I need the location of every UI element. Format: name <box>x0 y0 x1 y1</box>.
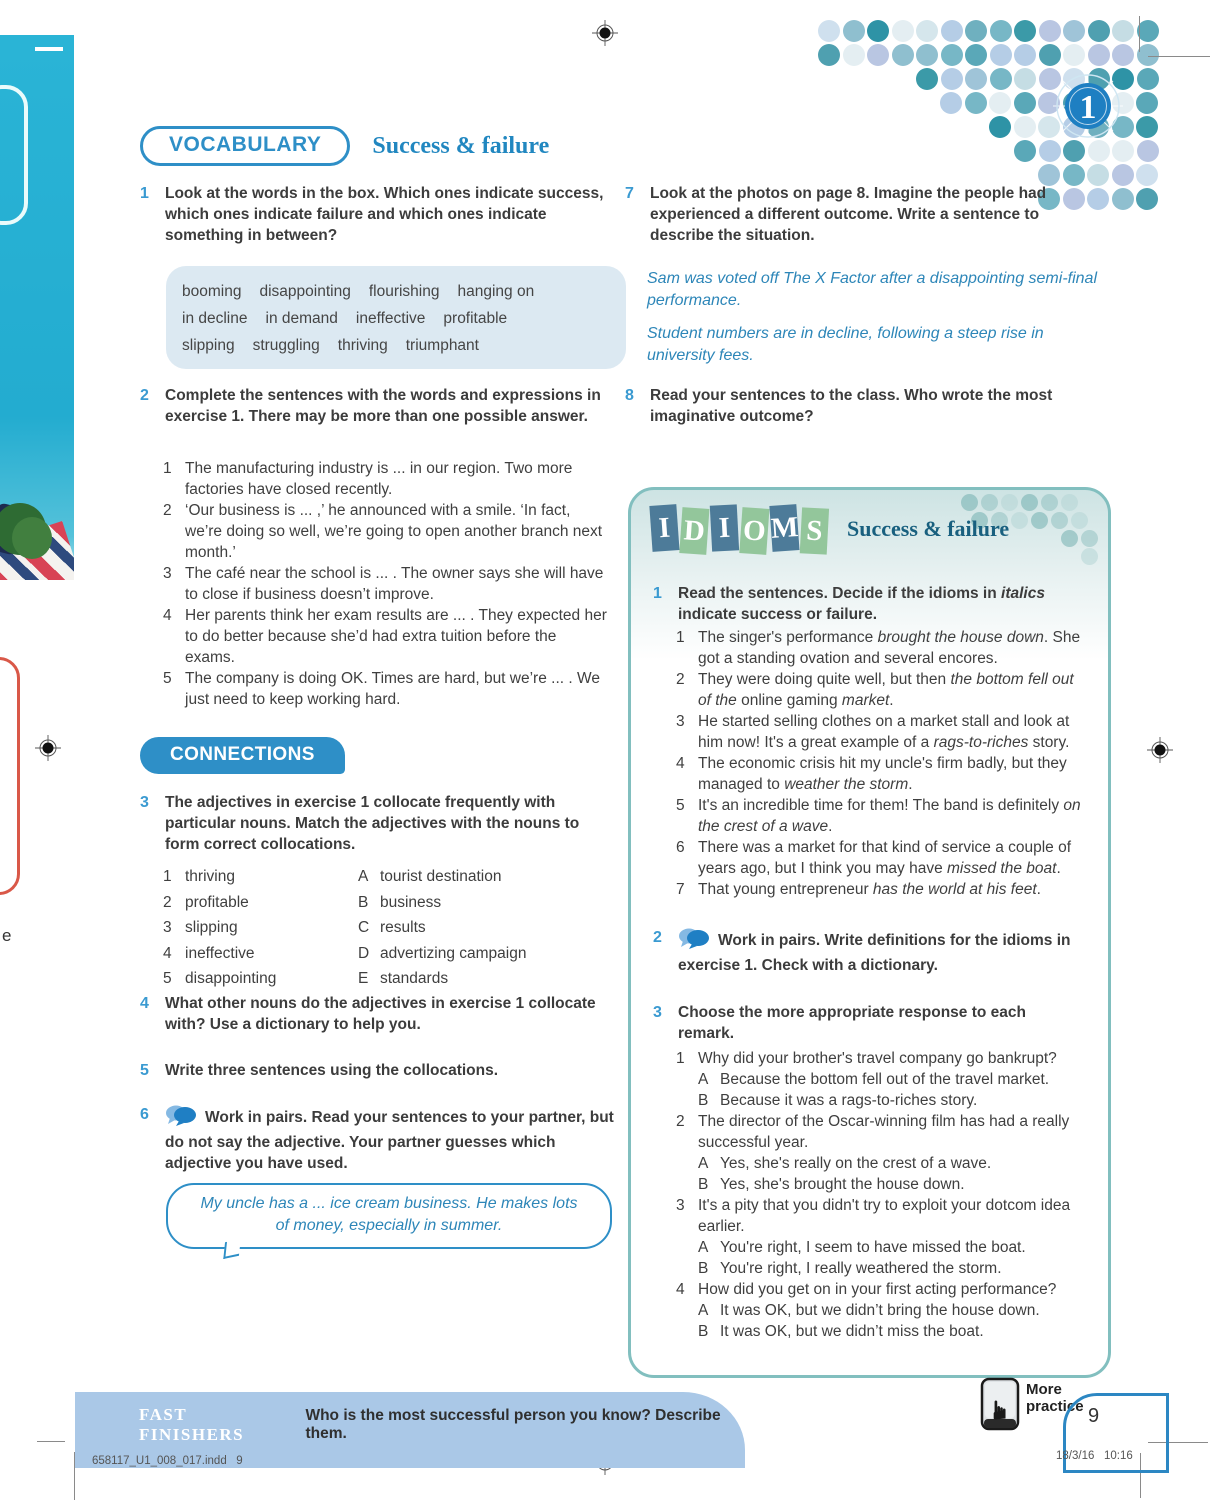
list-item: 2 They were doing quite well, but then the bottom fell out of the online gaming market. <box>676 671 1074 709</box>
idioms-exercise-3-items <box>676 1048 1090 1342</box>
list-item: 7 That young entrepreneur has the world at his feet. <box>676 881 1041 898</box>
exercise-2 <box>140 385 610 427</box>
example-sentence: Sam was voted off The X Factor after a disappointing semi-final performance. <box>647 270 1097 309</box>
exercise-heading: What other nouns do the adjectives in exercise 1 collocate with? Use a dictionary to help you. <box>165 995 596 1033</box>
pairwork-speech-icon <box>165 1104 197 1132</box>
example-sentence: My uncle has a ... ice cream business. He makes lots of money, especially in summer. <box>200 1195 578 1234</box>
idioms-title: Success & failure <box>847 516 1010 541</box>
list-item: 2 ‘Our business is ... ,’ he announced with a smile. ‘In fact, we’re doing so well, we’re going to open another branch next month.’ <box>163 502 603 561</box>
exercise-heading: Write three sentences using the collocations. <box>165 1062 499 1079</box>
list-item: 5 disappointing <box>163 970 277 987</box>
unit-number: 1 <box>1079 89 1097 126</box>
facing-page-text-fragment: e <box>2 926 12 945</box>
exercise-heading: Read the sentences. Decide if the idioms in italics indicate success or failure. <box>678 585 1045 623</box>
exercise-number: 3 <box>653 1004 662 1021</box>
vocabulary-word-box <box>166 266 626 369</box>
qa-option: B Yes, she's brought the house down. <box>698 1176 965 1193</box>
box-word: in decline <box>182 310 248 327</box>
exercise-7 <box>625 183 1085 246</box>
example-sentence: Student numbers are in decline, following a steep rise in university fees. <box>647 325 1044 364</box>
idioms-exercise-3 <box>653 1002 1086 1044</box>
exercise-number: 1 <box>653 585 662 602</box>
list-item: E standards <box>358 970 449 987</box>
registration-mark <box>1147 737 1173 763</box>
crop-mark <box>37 1441 65 1442</box>
box-word: profitable <box>443 310 508 327</box>
exercise-heading: Complete the sentences with the words and expressions in exercise 1. There may be more than one possible answer. <box>165 387 601 425</box>
registration-mark <box>592 20 618 46</box>
box-word: triumphant <box>405 337 479 354</box>
section-header <box>140 126 549 166</box>
exercise-number: 3 <box>140 794 149 811</box>
matching-exercise <box>163 864 610 992</box>
exercise-number: 5 <box>140 1062 149 1079</box>
registration-mark <box>35 735 61 761</box>
page-number: 9 <box>1088 1405 1100 1427</box>
exercise-4 <box>140 993 610 1035</box>
exercise-3 <box>140 792 612 855</box>
exercise-heading: Choose the more appropriate response to each remark. <box>678 1004 1026 1042</box>
idioms-tile-letter: S <box>800 507 829 554</box>
list-item: 5 The company is doing OK. Times are hard, but we’re ... . We just need to keep working hard. <box>163 670 600 708</box>
example-sentences <box>647 268 1102 378</box>
exercise-heading: Work in pairs. Read your sentences to your partner, but do not say the adjective. Your partner guesses which adjective you have used. <box>165 1104 615 1174</box>
print-filename: 658117_U1_008_017.indd 9 <box>92 1455 243 1467</box>
qa-option: A Yes, she's really on the crest of a wave. <box>698 1155 992 1172</box>
photo-frame-corner <box>0 85 28 225</box>
page-title: Success & failure <box>372 132 550 159</box>
exercise-number: 7 <box>625 185 634 202</box>
print-timestamp: 18/3/16 10:16 <box>1056 1450 1133 1462</box>
idioms-tile-letter: I <box>649 504 679 552</box>
noun-list <box>358 864 610 992</box>
box-word: thriving <box>337 337 388 354</box>
crop-dash <box>35 47 63 51</box>
pairwork-speech-icon <box>678 927 710 955</box>
list-item: 6 There was a market for that kind of service a couple of years ago, but I think you may have missed the boat. <box>676 839 1072 877</box>
box-word: hanging on <box>457 283 535 300</box>
more-practice-label: More practice <box>1026 1381 1084 1415</box>
list-item: 5 It's an incredible time for them! The band is definitely on the crest of a wave. <box>676 797 1081 835</box>
idioms-exercise-2 <box>653 927 1090 976</box>
box-word: flourishing <box>368 283 440 300</box>
idioms-exercise-1-items <box>676 627 1088 900</box>
list-item: B business <box>358 893 442 911</box>
qa-item: 2 The director of the Oscar-winning film has had a really successful year. A Yes, she's really on the crest of a wave. B Yes, she's brought the house down. <box>676 1111 1090 1195</box>
crop-mark <box>1148 56 1210 57</box>
connections-tag: CONNECTIONS <box>140 737 345 774</box>
exercise-heading: Work in pairs. Write definitions for the idioms in exercise 1. Check with a dictionary. <box>678 927 1090 976</box>
qa-option: B It was OK, but we didn’t miss the boat. <box>698 1323 984 1340</box>
idioms-header <box>651 506 1009 552</box>
fast-finishers-label: FAST FINISHERS <box>139 1405 245 1444</box>
exercise-1 <box>140 183 610 246</box>
qa-item: 1 Why did your brother's travel company go bankrupt? A Because the bottom fell out of the travel market. B Because it was a rags-to-riches story. <box>676 1048 1090 1111</box>
list-item: D advertizing campaign <box>358 944 527 962</box>
qa-option: A It was OK, but we didn’t bring the house down. <box>698 1302 1040 1319</box>
idioms-tile-letter: D <box>679 507 709 555</box>
list-item: 1 The manufacturing industry is ... in our region. Two more factories have closed recently. <box>163 460 573 498</box>
qa-item: 4 How did you get on in your first acting performance? A It was OK, but we didn’t bring the house down. B It was OK, but we didn’t miss the boat. <box>676 1279 1090 1342</box>
list-item: A tourist destination <box>358 868 502 885</box>
idioms-tile-letter: I <box>710 504 739 551</box>
exercise-heading: Read your sentences to the class. Who wrote the most imaginative outcome? <box>650 387 1053 425</box>
hand-click-icon: ☛ <box>985 1398 1016 1422</box>
fast-finishers-task: Who is the most successful person you know? Describe them. <box>305 1407 721 1442</box>
exercise-heading: Look at the photos on page 8. Imagine the people had experienced a different outcome. Write a sentence to describe the situation. <box>650 185 1047 244</box>
exercise-5 <box>140 1060 610 1081</box>
flower-bouquet <box>12 517 52 559</box>
list-item: 4 Her parents think her exam results are ... . They expected her to do better because she’d had extra tuition before the exams. <box>163 607 607 666</box>
idioms-logo <box>651 506 831 552</box>
exercise-number: 1 <box>140 185 149 202</box>
vocabulary-tag: VOCABULARY <box>140 126 350 166</box>
exercise-number: 8 <box>625 387 634 404</box>
list-item: 2 profitable <box>163 893 249 911</box>
list-item: 4 The economic crisis hit my uncle's firm badly, but they managed to weather the storm. <box>676 755 1067 793</box>
list-item: 3 He started selling clothes on a market stall and look at him now! It's a great example of a rags-to-riches story. <box>676 713 1070 751</box>
idioms-panel <box>628 487 1111 1378</box>
list-item: 1 The singer's performance brought the house down. She got a standing ovation and several encores. <box>676 629 1081 667</box>
qa-option: A Because the bottom fell out of the travel market. <box>698 1071 1050 1088</box>
list-item: 3 The café near the school is ... . The owner says she will have to close if business doesn’t improve. <box>163 565 604 603</box>
exercise-8 <box>625 385 1085 427</box>
box-word: struggling <box>252 337 320 354</box>
facing-page-red-frame <box>0 657 20 895</box>
idioms-exercise-1 <box>653 583 1086 625</box>
exercise-number: 2 <box>653 929 662 946</box>
idioms-tile-letter: M <box>769 504 799 552</box>
list-item: 4 ineffective <box>163 944 255 962</box>
exercise-2-items <box>163 458 610 710</box>
box-word: booming <box>182 283 242 300</box>
box-word: disappointing <box>259 283 351 300</box>
exercise-number: 4 <box>140 995 149 1012</box>
qa-option: B Because it was a rags-to-riches story. <box>698 1092 978 1109</box>
exercise-heading: Look at the words in the box. Which ones indicate success, which ones indicate failure and which ones indicate something in between? <box>165 185 604 244</box>
exercise-6 <box>140 1104 615 1174</box>
box-word: in demand <box>265 310 338 327</box>
adjective-list <box>163 864 358 992</box>
qa-option: B You're right, I really weathered the storm. <box>698 1260 1002 1277</box>
crop-mark <box>1139 16 1140 52</box>
box-word: ineffective <box>355 310 426 327</box>
list-item: C results <box>358 919 426 936</box>
idioms-tile-letter: O <box>739 507 769 555</box>
unit-number-badge <box>1051 69 1125 148</box>
example-speech-bubble <box>166 1183 612 1249</box>
exercise-number: 2 <box>140 387 149 404</box>
qa-option: A You're right, I seem to have missed the boat. <box>698 1239 1026 1256</box>
exercise-number: 6 <box>140 1106 149 1123</box>
exercise-heading: The adjectives in exercise 1 collocate frequently with particular nouns. Match the adjectives with the nouns to form correct collocations. <box>165 794 580 853</box>
list-item: 1 thriving <box>163 868 235 885</box>
qa-item: 3 It's a pity that you didn't try to exploit your dotcom idea earlier. A You're right, I seem to have missed the boat. B You're right, I really weathered the storm. <box>676 1195 1090 1279</box>
list-item: 3 slipping <box>163 919 238 936</box>
box-word: slipping <box>182 337 235 354</box>
facing-page-photo-strip <box>0 35 74 580</box>
